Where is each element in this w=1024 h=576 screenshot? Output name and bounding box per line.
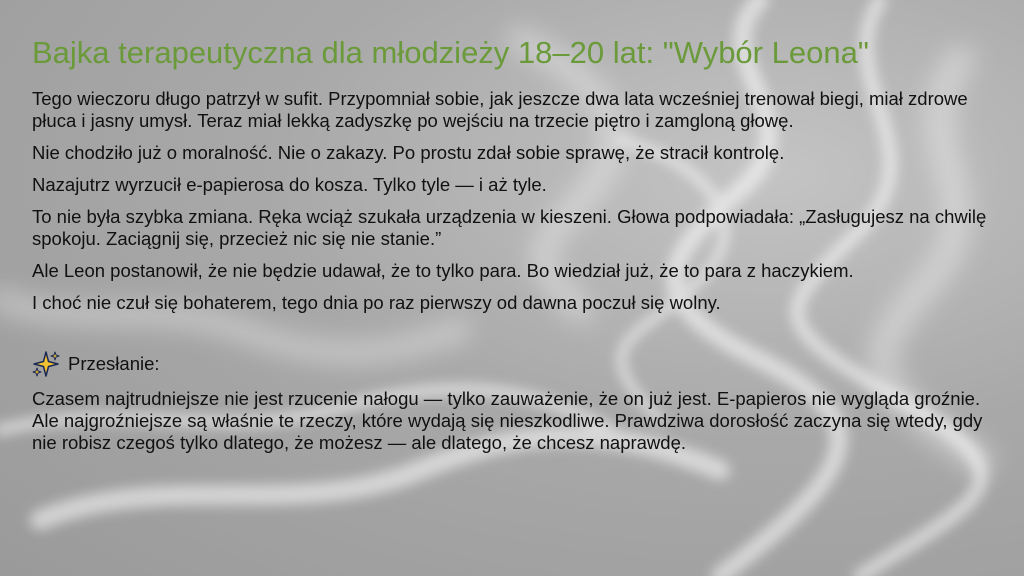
spacer: [32, 324, 992, 350]
paragraph: Nie chodziło już o moralność. Nie o zakazy. Po prostu zdał sobie sprawę, że stracił kontrolę.: [32, 142, 785, 163]
sparkles-icon: [32, 350, 60, 378]
slide-body: [32, 88, 992, 464]
paragraph: I choć nie czuł się bohaterem, tego dnia po raz pierwszy od dawna poczuł się wolny.: [32, 292, 721, 313]
paragraph: To nie była szybka zmiana. Ręka wciąż szukała urządzenia w kieszeni. Głowa podpowiadała: „Zasługujesz na chwilę spokoju. Zaciągnij się, przecież nic się nie stanie.”: [32, 206, 987, 249]
message-heading: [32, 350, 992, 378]
paragraph: Ale Leon postanowił, że nie będzie udawał, że to tylko para. Bo wiedział już, że to para z haczykiem.: [32, 260, 854, 281]
slide-title: Bajka terapeutyczna dla młodzieży 18–20 lat: "Wybór Leona": [32, 35, 869, 70]
paragraph: Tego wieczoru długo patrzył w sufit. Przypomniał sobie, jak jeszcze dwa lata wcześniej trenował biegi, miał zdrowe płuca i jasny umysł. Teraz miał lekką zadyszkę po wejściu na trzecie piętro i zamgloną głowę.: [32, 88, 968, 131]
paragraph: Nazajutrz wyrzucił e-papierosa do kosza. Tylko tyle — i aż tyle.: [32, 174, 547, 195]
message-text: Czasem najtrudniejsze nie jest rzucenie nałogu — tylko zauważenie, że on już jest. E-papieros nie wygląda groźnie. Ale najgroźniejsze są właśnie te rzeczy, które wydają się nieszkodliwe. Prawdziwa dorosłość zaczyna się wtedy, gdy nie robisz czegoś tylko dlatego, że możesz — ale dlatego, że chcesz naprawdę.: [32, 388, 983, 453]
message-label: Przesłanie:: [68, 353, 160, 374]
